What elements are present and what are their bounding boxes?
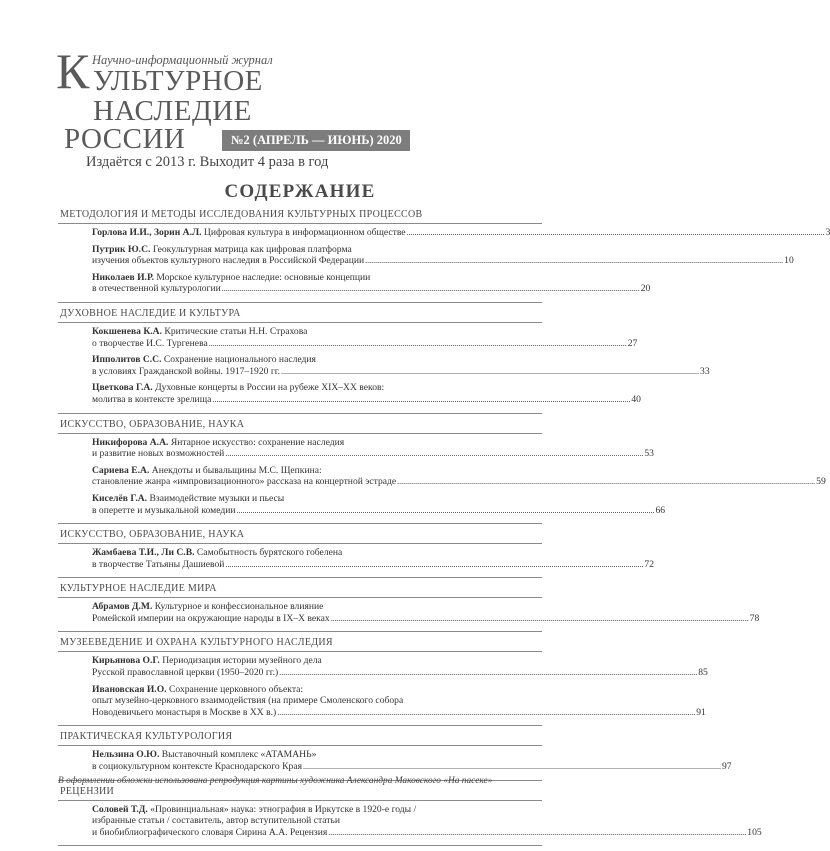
toc-entry[interactable] (92, 464, 826, 488)
toc-section (58, 529, 655, 578)
toc-section (58, 209, 830, 303)
toc-section (58, 418, 826, 525)
entry-last-line (92, 393, 641, 406)
entry-title-last: Цифровая культура в информационном обществе (203, 227, 406, 238)
entry-title-text: Выставочный комплекс «АТАМАНЬ» (161, 749, 317, 761)
section-heading: КУЛЬТУРНОЕ НАСЛЕДИЕ МИРА (58, 583, 542, 598)
entry-title-text: Духовные концерты в России на рубеже XIX–XX веков: (155, 382, 385, 394)
leader-dots (365, 255, 783, 267)
entry-title-text: избранные статьи / составитель, автор вступительной статьи (92, 815, 340, 827)
entry-page-number: 3 (825, 227, 830, 238)
toc-entry[interactable] (92, 227, 830, 239)
toc-entry[interactable] (92, 271, 651, 295)
entry-last-line (92, 255, 794, 267)
entry-page-number: 20 (640, 283, 651, 295)
section-heading: МУЗЕЕВЕДЕНИЕ И ОХРАНА КУЛЬТУРНОГО НАСЛЕДИЯ (58, 637, 542, 652)
section-heading: ПРАКТИЧЕСКАЯ КУЛЬТУРОЛОГИЯ (58, 731, 542, 746)
entry-last-line (92, 365, 710, 378)
entry-authors: Цветкова Г.А. (92, 382, 153, 394)
entry-last-line (92, 448, 654, 460)
entry-title-text: Сохранение национального наследия (163, 354, 316, 366)
journal-title-line-1: УЛЬТУРНОЕ (93, 65, 263, 97)
leader-dots (328, 827, 746, 839)
toc-entry[interactable] (92, 803, 762, 839)
entry-title-text: Периодизация истории музейного дела (162, 655, 322, 667)
entry-title-text (92, 338, 208, 350)
toc-entry[interactable] (92, 547, 655, 570)
entry-title-text (92, 476, 396, 488)
entry-last-line (92, 761, 732, 773)
leader-dots (281, 366, 699, 378)
entry-page-number: 33 (700, 365, 710, 377)
leader-dots (331, 613, 749, 625)
entry-page-number: 27 (627, 337, 638, 349)
entry-authors: Путрик Ю.С. (92, 243, 151, 255)
entry-title-last: Русской православной церкви (1950–2020 гг.) (92, 667, 279, 679)
entry-title-text (92, 366, 280, 378)
entry-authors: Кирьянова О.Г. (92, 655, 160, 667)
entry-title-last: Новодевичьего монастыря в Москве в XX в.) (92, 706, 277, 718)
toc-section (58, 583, 760, 632)
entry-title-line (92, 601, 542, 613)
contents-title: СОДЕРЖАНИЕ (224, 181, 376, 202)
entry-title-last: молитва в контексте зрелища (92, 393, 212, 405)
entry-page-number: 91 (696, 706, 706, 718)
toc-entry[interactable] (92, 492, 666, 516)
entry-title-text: Самобытность бурятского гобелена (196, 547, 343, 559)
entry-title-line (92, 804, 542, 816)
entry-title-text (92, 559, 224, 571)
entry-page-number: 53 (644, 448, 654, 460)
entry-page-number: 105 (747, 826, 762, 838)
leader-dots (407, 227, 825, 239)
entry-title-last: в оперетте и музыкальной комедии (92, 504, 236, 516)
entry-title-line (92, 437, 542, 449)
section-heading: ИСКУССТВО, ОБРАЗОВАНИЕ, НАУКА (58, 419, 542, 434)
entry-title-last: в отечественной культурологии (92, 283, 221, 295)
entry-title-line (92, 547, 542, 559)
entry-page-number: 66 (655, 504, 666, 516)
entry-title-text (92, 613, 330, 625)
entry-title-last: в условиях Гражданской войны. 1917–1920 гг. (92, 365, 281, 377)
entry-last-line (92, 612, 760, 625)
entry-authors: Нельзина О.Ю. (92, 749, 160, 761)
entry-last-line (92, 558, 655, 571)
entry-title-text (92, 394, 211, 406)
entry-title-line (92, 326, 542, 338)
entry-page-number: 10 (784, 255, 794, 267)
journal-title-line-3: РОССИИ (64, 123, 186, 155)
entry-title-line (92, 244, 542, 256)
entry-last-line (92, 826, 762, 839)
entry-title-text: «Провинциальная» наука: этнография в Иркутске в 1920-е годы / (150, 803, 417, 815)
entry-authors: Горлова И.И., Зорин А.Л. (92, 227, 202, 238)
toc-section (58, 637, 708, 726)
toc-entry[interactable] (92, 243, 794, 267)
entry-title-text (92, 667, 278, 679)
entry-last-line (92, 337, 638, 350)
entry-title-line (92, 655, 542, 667)
entry-title-text (92, 707, 276, 719)
entry-title-text (92, 448, 224, 460)
cover-credit-note: В оформлении обложки использована репродукция картины художника Александра Маковского «На пасеке» (58, 776, 493, 786)
entry-title-line (92, 382, 542, 394)
entry-page-number: 40 (631, 393, 641, 405)
entry-last-line (92, 227, 830, 239)
leader-dots (397, 476, 815, 488)
entry-authors: Киселёв Г.А. (92, 492, 148, 504)
entry-title-text: Геокультурная матрица как цифровая платформа (152, 243, 352, 255)
leader-dots (225, 448, 643, 460)
entry-last-line (92, 504, 666, 517)
entry-last-line (92, 476, 826, 488)
leader-dots (277, 707, 695, 719)
masthead (56, 40, 556, 170)
issue-label: №2 (АПРЕЛЬ — ИЮНЬ) 2020 (222, 130, 410, 151)
entry-page-number: 85 (698, 667, 708, 679)
entry-title-line (92, 695, 542, 707)
leader-dots (279, 667, 697, 679)
entry-title-text: Взаимодействие музыки и пьесы (149, 492, 285, 504)
leader-dots (212, 394, 630, 406)
leader-dots (222, 283, 640, 295)
entry-title-last: о творчестве И.С. Тургенева (92, 337, 208, 349)
entry-title-text (92, 255, 364, 267)
entry-title-text (92, 761, 302, 773)
journal-initial-letter: К (56, 43, 90, 99)
entry-title-line (92, 465, 542, 477)
entry-title-text: Анекдоты и бывальщины М.С. Щепкина: (151, 464, 322, 476)
entry-authors: Николаев И.Р. (92, 271, 154, 283)
entry-title-last: и развитие новых возможностей (92, 448, 225, 460)
entry-authors: Никифорова А.А. (92, 436, 169, 448)
toc-entry[interactable] (92, 749, 732, 773)
entry-page-number: 59 (816, 476, 826, 488)
entry-title-last: в социокультурном контексте Краснодарского Края (92, 761, 302, 773)
entry-last-line (92, 706, 706, 719)
entry-authors: Абрамов Д.М. (92, 601, 153, 613)
entry-title-text: опыт музейно-церковного взаимодействия (на примере Смоленского собора (92, 695, 404, 707)
entry-title-last: и биобиблиографического словаря Сирина А.А. Рецензия (92, 826, 328, 838)
toc-entry[interactable] (92, 325, 638, 349)
entry-title-line (92, 684, 542, 696)
journal-subtitle: Научно-информационный журнал (92, 53, 273, 67)
entry-authors: Соловей Т.Д. (92, 803, 148, 815)
toc-section (58, 785, 762, 847)
entry-title-last: становление жанра «импровизационного» рассказа на концертной эстраде (92, 476, 397, 488)
entry-title-text (92, 227, 406, 239)
entry-title-line (92, 272, 542, 284)
section-heading: ИСКУССТВО, ОБРАЗОВАНИЕ, НАУКА (58, 529, 542, 544)
entry-title-text: Критические статьи Н.Н. Страхова (164, 325, 308, 337)
leader-dots (225, 559, 643, 571)
leader-dots (236, 505, 654, 517)
entry-authors: Сариева Е.А. (92, 464, 150, 476)
leader-dots (303, 761, 721, 773)
toc-entry[interactable] (92, 601, 760, 624)
entry-page-number: 72 (644, 558, 655, 570)
entry-title-text (92, 505, 235, 517)
journal-title-line-2: НАСЛЕДИЕ (93, 95, 252, 127)
entry-title-text: Морское культурное наследие: основные концепции (156, 271, 371, 283)
entry-page-number: 78 (749, 612, 760, 624)
entry-title-line (92, 354, 542, 366)
toc-section (58, 731, 732, 780)
section-heading: МЕТОДОЛОГИЯ И МЕТОДЫ ИССЛЕДОВАНИЯ КУЛЬТУРНЫХ ПРОЦЕССОВ (58, 209, 542, 224)
entry-title-text: Сохранение церковного объекта: (168, 683, 304, 695)
entry-page-number: 97 (722, 761, 732, 773)
entry-authors: Ивановская И.О. (92, 683, 167, 695)
entry-title-last: Ромейской империи на окружающие народы в IX–X веках (92, 612, 330, 624)
entry-title-text (92, 283, 221, 295)
toc-entry[interactable] (92, 655, 708, 679)
entry-title-text (92, 827, 327, 839)
entry-last-line (92, 283, 651, 295)
entry-title-line (92, 493, 542, 505)
toc-entry[interactable] (92, 683, 706, 719)
toc-section (58, 307, 710, 414)
entry-last-line (92, 667, 708, 679)
entry-authors: Жамбаева Т.И., Ли С.В. (92, 547, 195, 559)
toc-entry[interactable] (92, 354, 710, 377)
toc-entry[interactable] (92, 382, 641, 405)
entry-title-last: в творчестве Татьяны Дашиевой (92, 558, 225, 570)
entry-title-line (92, 815, 542, 827)
entry-title-last: изучения объектов культурного наследия в Российской Федерации (92, 255, 365, 267)
leader-dots (209, 338, 627, 350)
table-of-contents (58, 209, 830, 851)
entry-authors: Кокшенева К.А. (92, 325, 163, 337)
entry-title-text: Культурное и конфессиональное влияние (154, 601, 324, 613)
entry-authors: Ипполитов С.С. (92, 354, 162, 366)
publication-info: Издаётся с 2013 г. Выходит 4 раза в год (86, 154, 329, 170)
toc-entry[interactable] (92, 436, 654, 460)
section-heading: РЕЦЕНЗИИ (58, 786, 542, 801)
entry-title-line (92, 749, 542, 761)
section-heading: ДУХОВНОЕ НАСЛЕДИЕ И КУЛЬТУРА (58, 308, 542, 323)
entry-title-text: Янтарное искусство: сохранение наследия (170, 436, 345, 448)
